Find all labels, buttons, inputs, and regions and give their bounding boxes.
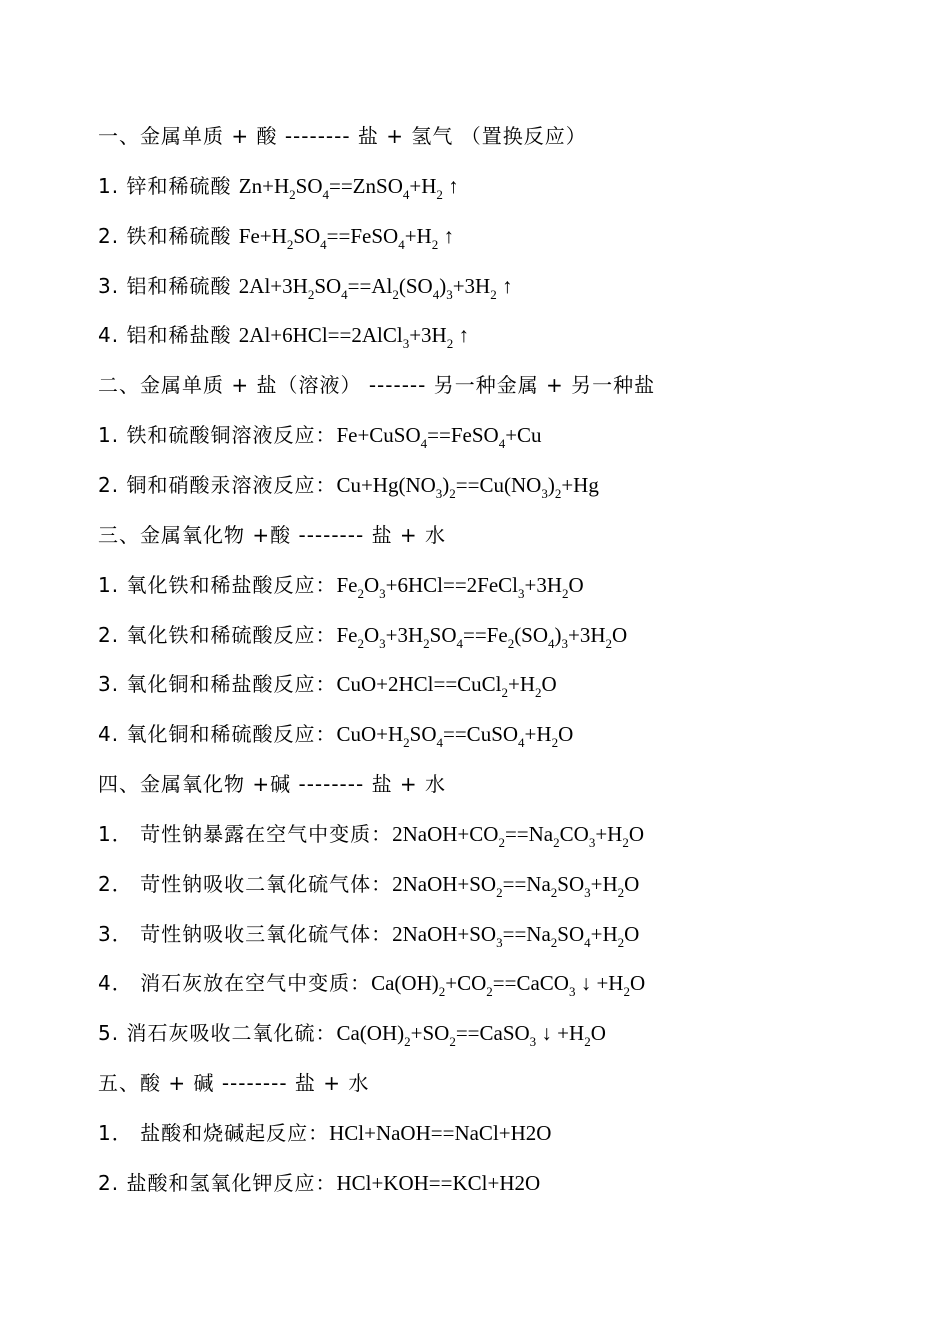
chemical-equation: $Fe_2O_3+6HCl==2FeCl_3+3H_2O$: [336, 572, 584, 601]
reaction-label: 2. 氧化铁和稀硫酸反应：: [98, 622, 337, 647]
reaction-line: [98, 273, 513, 302]
reaction-label: 2. 盐酸和氢氧化钾反应：: [98, 1170, 337, 1195]
chemical-equation: $2NaOH+SO_3==Na_2SO_4+H_2O$: [392, 921, 640, 950]
section-heading: [98, 123, 587, 149]
reaction-line: [98, 970, 646, 1000]
section-heading-text: 一、金属单质 + 酸 -------- 盐 + 氢气 （置换反应）: [98, 124, 587, 148]
reaction-line: [98, 173, 459, 202]
reaction-label: 1． 盐酸和烧碱起反应：: [98, 1121, 330, 1145]
section-heading-text: 五、酸 + 碱 -------- 盐 + 水: [98, 1071, 370, 1096]
reaction-label: 3. 氧化铜和稀盐酸反应：: [98, 672, 337, 697]
reaction-line: [98, 223, 454, 252]
reaction-line: [98, 921, 640, 950]
reaction-label: 3． 苛性钠吸收三氧化硫气体：: [98, 921, 393, 946]
reaction-line: [98, 472, 599, 501]
section-heading: [98, 771, 446, 797]
reaction-label: 1. 锌和稀硫酸: [98, 173, 239, 198]
reaction-label: 2. 铁和稀硫酸: [98, 223, 239, 248]
reaction-line: [98, 1120, 551, 1146]
section-heading: [98, 1070, 369, 1096]
reaction-line: [98, 622, 628, 651]
chemical-equation: $CuO+2HCl==CuCl_2+H_2O$: [336, 672, 557, 701]
reaction-line: [98, 871, 640, 900]
reaction-line: [98, 572, 584, 601]
chemical-equation: Fe+CuSO$_4$==FeSO$_4$+Cu: [336, 423, 542, 452]
chemical-equation: HCl+NaOH==NaCl+H2O: [329, 1121, 552, 1145]
reaction-label: 3. 铝和稀硫酸: [98, 273, 239, 298]
reaction-line: [98, 422, 542, 452]
reaction-label: 4. 铝和稀盐酸: [98, 323, 239, 348]
reaction-label: 1. 氧化铁和稀盐酸反应：: [98, 572, 337, 597]
reaction-line: [98, 322, 469, 352]
reaction-label: 1. 铁和硫酸铜溶液反应：: [98, 423, 337, 448]
reaction-line: [98, 1020, 606, 1050]
chemical-equation: $Fe+H_2SO_4==FeSO_4+H_2$ ↑: [238, 223, 454, 252]
reaction-label: 2. 铜和硝酸汞溶液反应：: [98, 472, 337, 497]
chemical-equation: $Ca(OH)_2+CO_2==CaCO_3$ ↓ $+H_2O$: [371, 971, 646, 1000]
reaction-line: [98, 671, 557, 701]
reaction-label: 2． 苛性钠吸收二氧化硫气体：: [98, 871, 393, 896]
section-heading-text: 四、金属氧化物 +碱 -------- 盐 + 水: [98, 772, 447, 797]
reaction-label: 5. 消石灰吸收二氧化硫：: [98, 1021, 337, 1046]
reaction-label: 1． 苛性钠暴露在空气中变质：: [98, 821, 393, 846]
section-heading-text: 三、金属氧化物 +酸 -------- 盐 + 水: [98, 522, 447, 547]
chemical-equation: $Cu+Hg(NO_3)_2==Cu(NO_3)_2+Hg$: [336, 472, 599, 501]
reaction-label: 4. 氧化铜和稀硫酸反应：: [98, 722, 337, 747]
chemical-equation: $2NaOH+SO_2==Na_2SO_3+H_2O$: [392, 871, 640, 900]
reaction-line: [98, 821, 644, 850]
chemical-equation: $2Al+3H_2SO_4==Al_2(SO_4)_3+3H_2$ ↑: [238, 273, 513, 302]
chemical-equation: $CuO+H_2SO_4==CuSO_4+H_2O$: [336, 722, 574, 751]
chemical-equation: $Zn+H_2SO_4==ZnSO_4+H_2$ ↑: [238, 173, 459, 202]
chemical-equation: HCl+KOH==KCl+H2O: [336, 1170, 541, 1195]
section-heading-text: 二、金属单质 + 盐（溶液） ------- 另一种金属 + 另一种盐: [98, 373, 656, 398]
reaction-line: [98, 1170, 540, 1196]
chemical-equation: $2NaOH+CO_2==Na_2CO_3+H_2O$: [392, 821, 644, 850]
chemical-equation: $2Al+6HCl==2AlCl_3+3H_2$ ↑: [238, 323, 469, 352]
reaction-line: [98, 721, 574, 751]
section-heading: [98, 372, 655, 398]
chemical-equation: $Fe_2O_3+3H_2SO_4==Fe_2(SO_4)_3+3H_2O$: [336, 622, 628, 651]
section-heading: [98, 522, 446, 548]
reaction-label: 4． 消石灰放在空气中变质：: [98, 971, 372, 996]
chemical-equation: $Ca(OH)_2+SO_2==CaSO_3$ ↓ $+H_2O$: [336, 1021, 606, 1050]
